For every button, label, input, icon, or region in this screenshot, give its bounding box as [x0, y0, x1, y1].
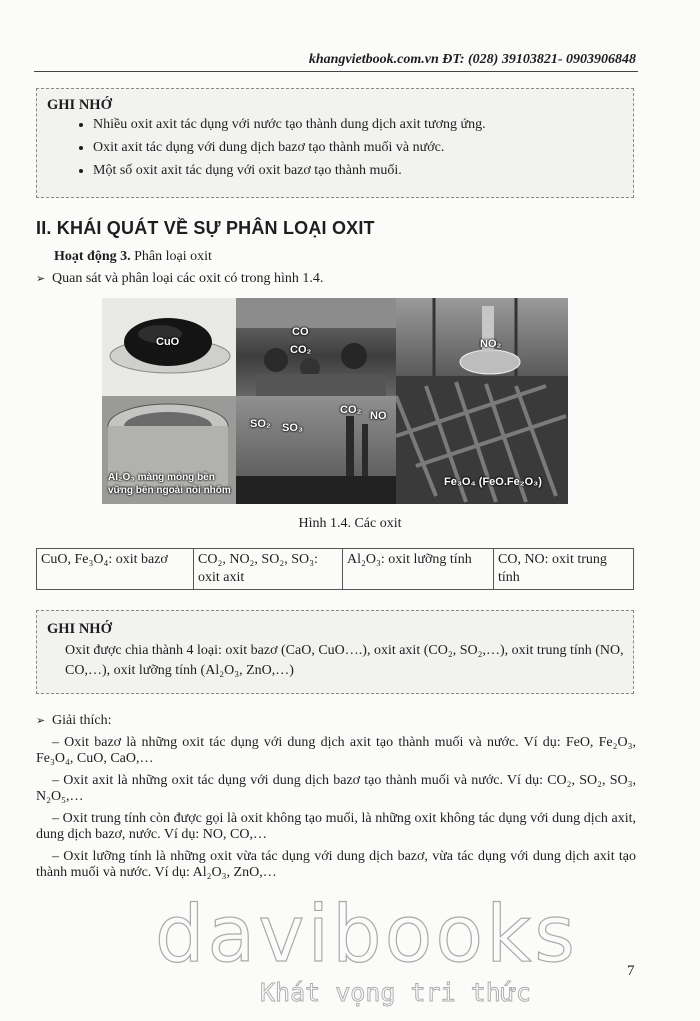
- note-text: Oxit được chia thành 4 loại: oxit bazơ (CaO, CuO….), oxit axit (CO₂, SO₂,…), oxit trung tính (NO, CO,…), oxit lưỡng tính (Al₂O₃, ZnO,…): [65, 643, 624, 678]
- explanation-title: Giải thích:: [52, 713, 112, 728]
- header-divider: [34, 71, 638, 72]
- explanation-body: [36, 735, 636, 881]
- no-label: NO: [370, 410, 387, 422]
- fe3o4-label: Fe₃O₄ (FeO.Fe₂O₃): [444, 476, 542, 488]
- oxides-figure: [102, 298, 568, 504]
- flask-illustration: [396, 298, 568, 376]
- explanation-heading: [36, 713, 112, 729]
- note-item: • Nhiều oxit axit tác dụng với nước tạo thành dung dịch axit tương ứng.: [93, 117, 486, 133]
- arrow-bullet-icon: ➢: [36, 273, 46, 285]
- note-item: • Oxit axit tác dụng với dung dịch bazơ tạo thành muối và nước.: [93, 140, 486, 156]
- page-header: khangvietbook.com.vn ĐT: (028) 39103821- 0903906848: [308, 52, 636, 67]
- explanation-paragraph: – Oxit trung tính còn được gọi là oxit không tạo muối, là những oxit không tác dụng với dung dịch axit, dung dịch bazơ, nước. Ví dụ: NO, CO,…: [36, 811, 636, 842]
- table-cell: CuO, Fe₃O₄: oxit bazơ: [37, 549, 194, 590]
- explanation-paragraph: – Oxit lưỡng tính là những oxit vừa tác dụng với dung dịch bazơ, vừa tác dụng với dung dịch axit tạo thành muối và nước. Ví dụ: Al₂O₃, ZnO,…: [36, 849, 636, 880]
- page-number: 7: [627, 963, 635, 979]
- instruction-text: Quan sát và phân loại các oxit có trong hình 1.4.: [52, 271, 324, 286]
- al2o3-label-line1: Al₂O₃ màng mỏng bền: [108, 472, 215, 483]
- note-title: GHI NHỚ: [47, 621, 112, 637]
- iron-rust-photo: [396, 376, 568, 504]
- aluminium-pot-photo: [102, 396, 236, 504]
- note-item: • Một số oxit axit tác dụng với oxit bazơ tạo thành muối.: [93, 163, 486, 179]
- watermark-slogan: Khát vọng tri thức: [260, 978, 531, 1007]
- so3-label: SO₃: [282, 422, 303, 434]
- note-list: [75, 117, 486, 186]
- traffic-illustration: [236, 298, 396, 396]
- instruction-line: [36, 271, 323, 287]
- figure-caption: Hình 1.4. Các oxit: [298, 516, 402, 531]
- section-heading: II. KHÁI QUÁT VỀ SỰ PHÂN LOẠI OXIT: [36, 218, 375, 238]
- explanation-paragraph: – Oxit axit là những oxit tác dụng với dung dịch bazơ tạo thành muối và nước. Ví dụ: CO₂, SO₂, SO₃, N₂O₅,…: [36, 773, 636, 804]
- explanation-paragraph: – Oxit bazơ là những oxit tác dụng với dung dịch axit tạo thành muối và nước. Ví dụ: FeO, Fe₂O₃, Fe₃O₄, CuO, CaO,…: [36, 735, 636, 766]
- no2-label: NO₂: [480, 338, 502, 350]
- table-cell: Al₂O₃: oxit lưỡng tính: [343, 549, 494, 590]
- activity-text: Phân loại oxit: [134, 249, 212, 264]
- activity-label: Hoạt động 3.: [54, 249, 131, 264]
- so2-label: SO₂: [250, 418, 271, 430]
- note-box-1: [36, 88, 634, 198]
- traffic-photo: [236, 298, 396, 396]
- al2o3-label-line2: vững bên ngoài nồi nhôm: [108, 485, 231, 496]
- co2-traffic-label: CO₂: [290, 344, 312, 356]
- watermark-brand: davibooks: [155, 890, 578, 980]
- table-cell: CO₂, NO₂, SO₂, SO₃: oxit axit: [194, 549, 343, 590]
- table-row: [37, 549, 634, 590]
- note-title: GHI NHỚ: [47, 97, 112, 113]
- table-cell: CO, NO: oxit trung tính: [494, 549, 634, 590]
- cuo-label: CuO: [156, 336, 180, 348]
- no2-flask-photo: [396, 298, 568, 376]
- arrow-bullet-icon: ➢: [36, 715, 46, 727]
- oxide-classification-table: [36, 548, 634, 590]
- note-box-2: [36, 610, 634, 694]
- activity-line: [54, 249, 212, 265]
- factory-photo: [236, 396, 396, 504]
- co2-factory-label: CO₂: [340, 404, 362, 416]
- cuo-photo: [102, 298, 236, 396]
- co-label: CO: [292, 326, 309, 338]
